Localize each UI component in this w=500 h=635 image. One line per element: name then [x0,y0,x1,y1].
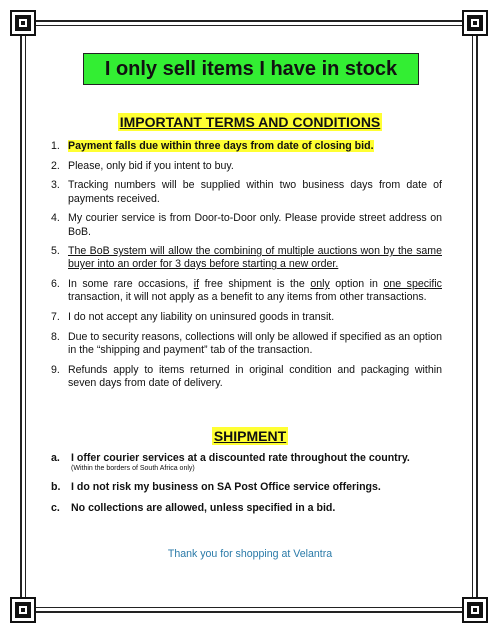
stock-banner: I only sell items I have in stock [83,53,419,85]
shipment-text: I do not risk my business on SA Post Office service offerings. [71,481,381,494]
term-text: Refunds apply to items returned in original condition and packaging within seven days from date of delivery. [68,363,442,389]
list-item: b. I do not risk my business on SA Post Office service offerings. [51,481,381,494]
term-text: Tracking numbers will be supplied within two business days from date of payments received. [68,179,442,205]
shipment-heading: SHIPMENT [213,428,287,444]
shipment-list [51,452,442,524]
terms-list [51,140,442,397]
list-item: a. I offer courier services at a discounted rate throughout the country. (Within the borders of South Africa only) [51,452,442,473]
corner-ornament-icon [462,10,488,36]
list-item: 3. Tracking numbers will be supplied within two business days from date of payments received. [51,179,442,205]
thank-you-note: Thank you for shopping at Velantra [167,548,333,560]
list-item: 4. My courier service is from Door-to-Door only. Please provide street address on BoB. [51,212,442,238]
term-text: I do not accept any liability on uninsured goods in transit. [68,311,335,324]
list-item: 8. Due to security reasons, collections will only be allowed if specified as an option in the “shipping and payment” tab of the transaction. [51,330,442,356]
list-item: 1. Payment falls due within three days from date of closing bid. [51,140,374,152]
shipment-text: I offer courier services at a discounted rate throughout the country. [71,452,410,464]
term-text: The BoB system will allow the combining of multiple auctions won by the same buyer into an order for 3 days before starting a new order. [68,245,442,271]
corner-ornament-icon [462,597,488,623]
list-item: c. No collections are allowed, unless specified in a bid. [51,502,336,515]
list-item: 5. The BoB system will allow the combining of multiple auctions won by the same buyer into an order for 3 days before starting a new order. [51,245,442,271]
term-text: Please, only bid if you intent to buy. [68,159,234,172]
term-text: Payment falls due within three days from date of closing bid. [68,140,374,152]
term-text: In some rare occasions, if free shipment is the only option in one specific transaction, it will not apply as a benefit to any items from other transactions. [68,278,442,304]
list-item: 2. Please, only bid if you intent to buy. [51,159,234,172]
list-item: 7. I do not accept any liability on uninsured goods in transit. [51,311,335,324]
shipment-text: No collections are allowed, unless specified in a bid. [71,502,336,515]
term-text: My courier service is from Door-to-Door only. Please provide street address on BoB. [68,212,442,238]
terms-heading: IMPORTANT TERMS AND CONDITIONS [119,114,381,130]
shipment-note: (Within the borders of South Africa only) [71,465,195,473]
list-item: 9. Refunds apply to items returned in original condition and packaging within seven days from date of delivery. [51,363,442,389]
corner-ornament-icon [10,597,36,623]
list-item: 6. In some rare occasions, if free shipment is the only option in one specific transaction, it will not apply as a benefit to any items from other transactions. [51,278,442,304]
corner-ornament-icon [10,10,36,36]
term-text: Due to security reasons, collections will only be allowed if specified as an option in the “shipping and payment” tab of the transaction. [68,330,442,356]
